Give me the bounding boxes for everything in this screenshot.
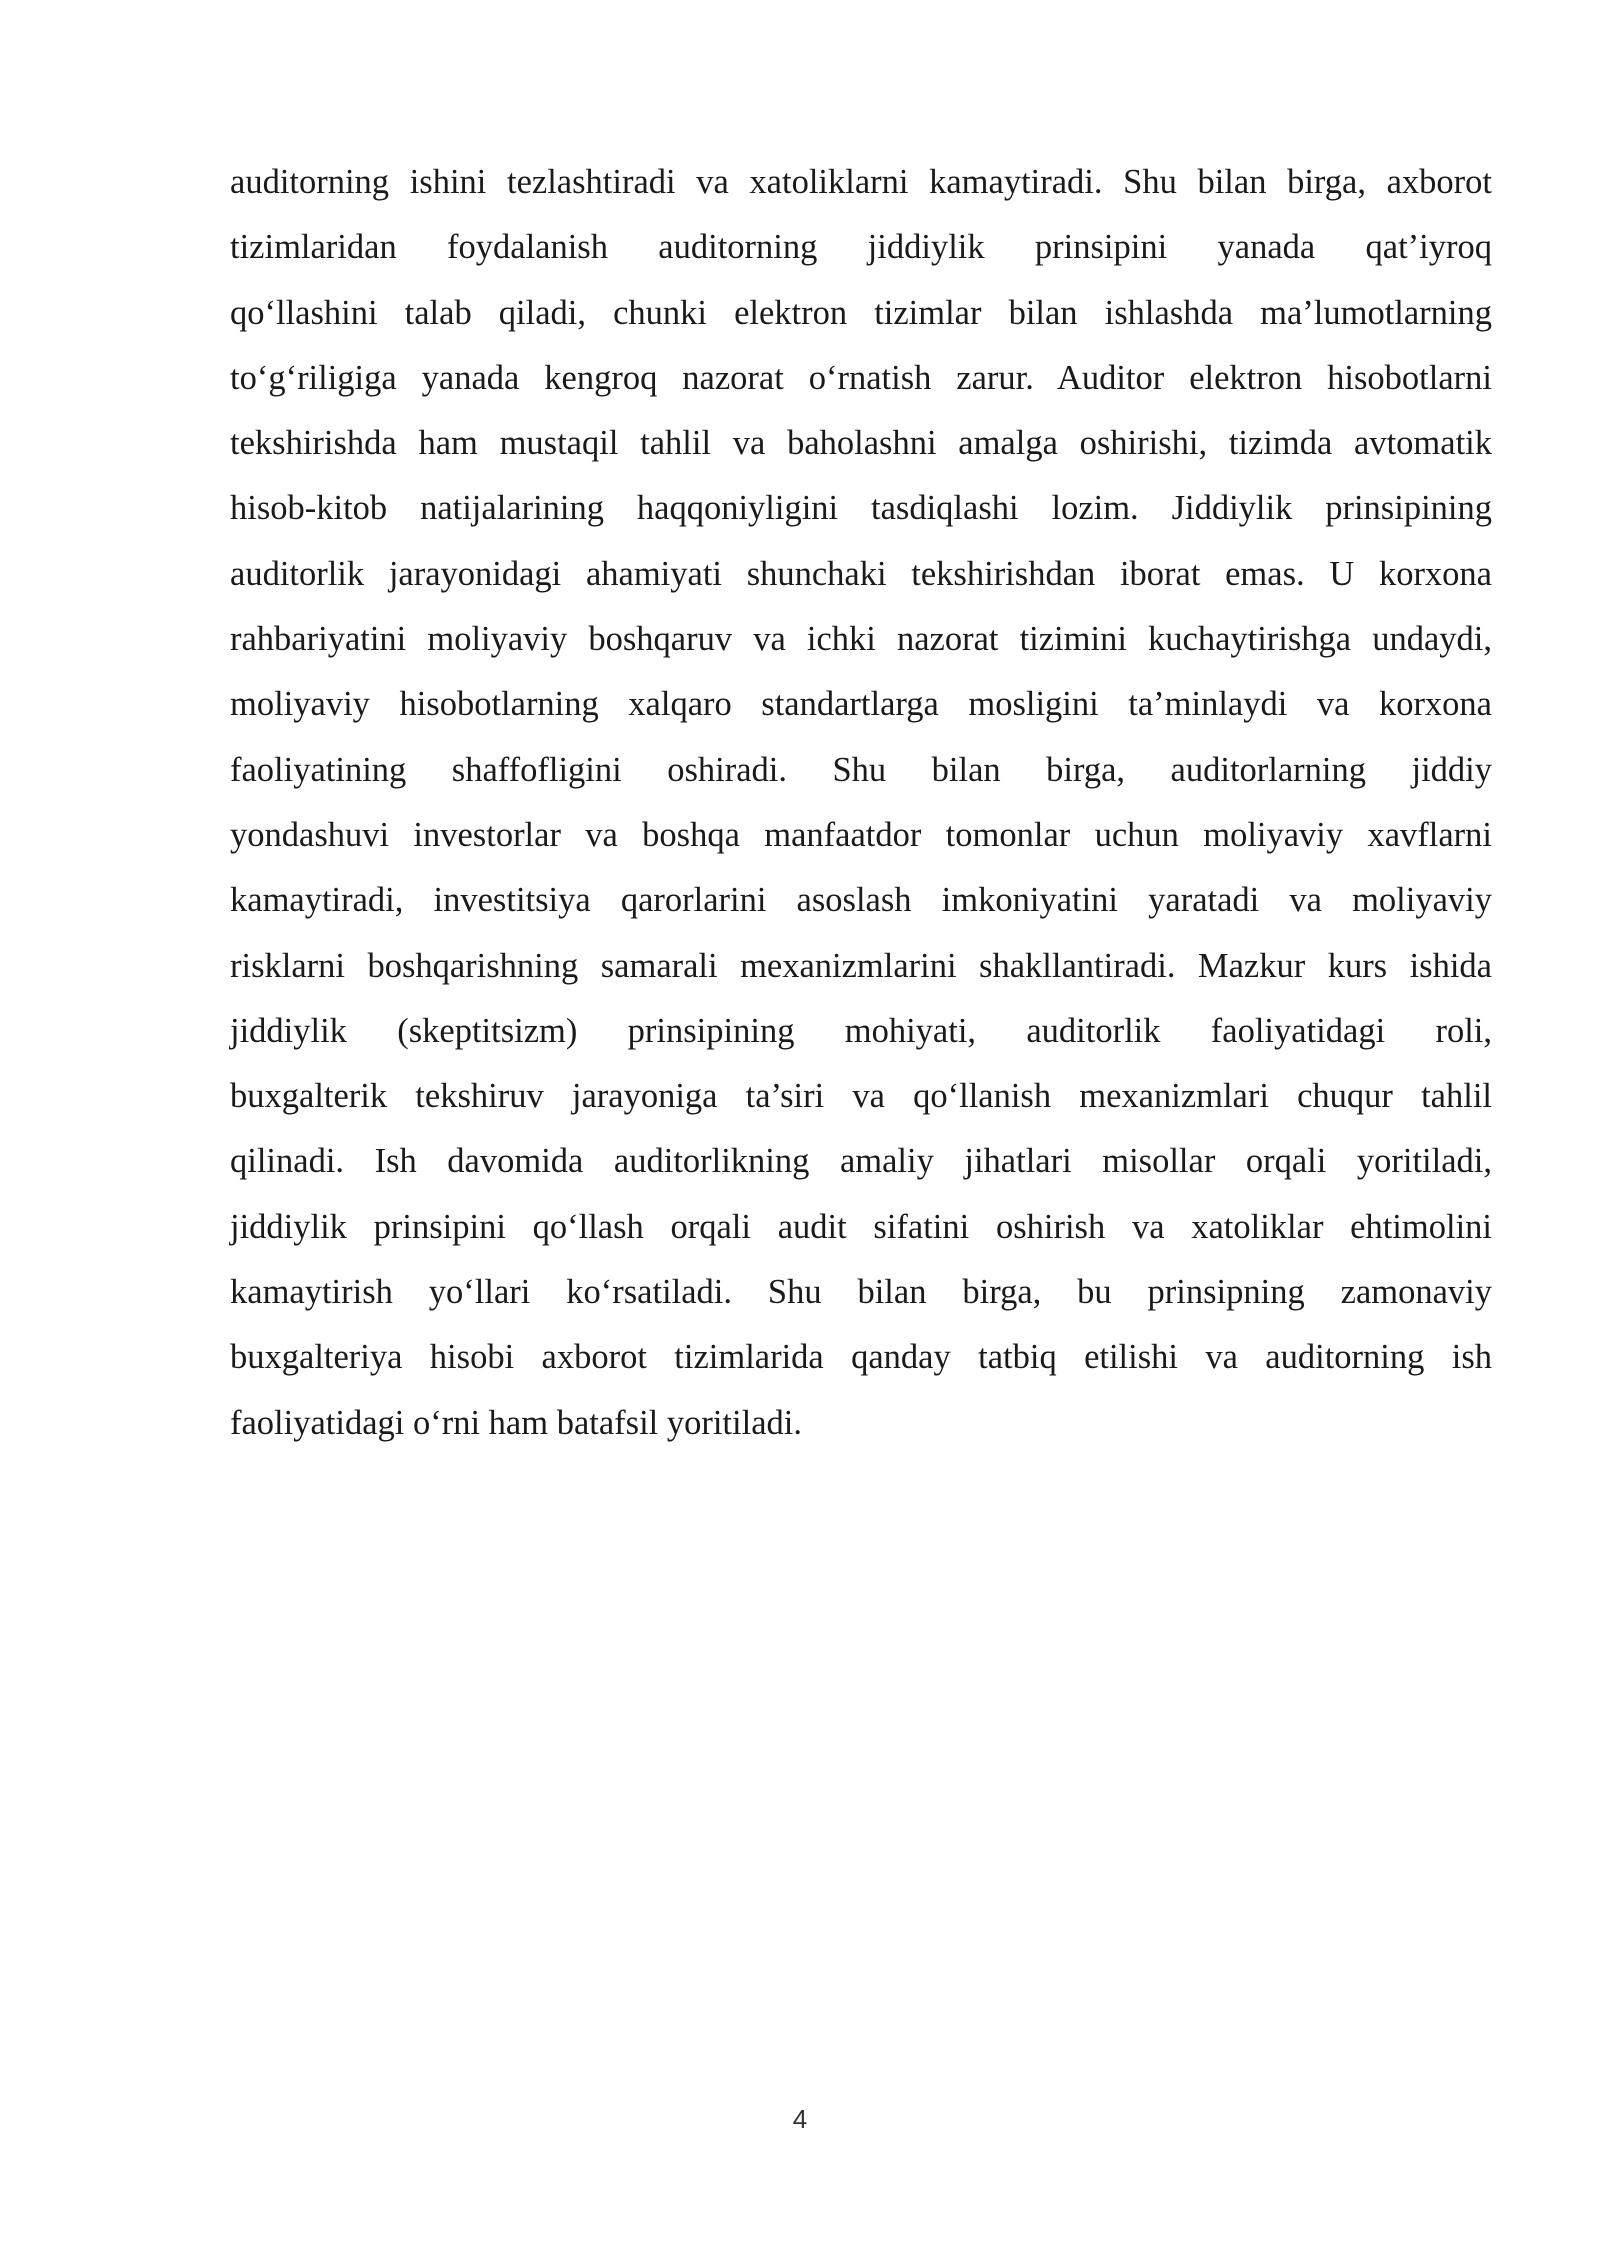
- text-line: to‘g‘riligiga yanada kengroq nazorat o‘rnatish zarur. Auditor elektron hisobotlarni: [230, 358, 1492, 397]
- text-line: kamaytiradi, investitsiya qarorlarini asoslash imkoniyatini yaratadi va moliyaviy: [230, 881, 1492, 920]
- text-line: qo‘llashini talab qiladi, chunki elektron tizimlar bilan ishlashda ma’lumotlarning: [230, 293, 1492, 332]
- text-line: jiddiylik (skeptitsizm) prinsipining mohiyati, auditorlik faoliyatidagi roli,: [230, 1011, 1492, 1050]
- text-line: moliyaviy hisobotlarning xalqaro standartlarga mosligini ta’minlaydi va korxona: [230, 685, 1492, 724]
- body-paragraph: [230, 150, 1492, 1456]
- text-line: auditorning ishini tezlashtiradi va xatoliklarni kamaytiradi. Shu bilan birga, axborot: [230, 163, 1492, 201]
- text-line: tekshirishda ham mustaqil tahlil va baholashni amalga oshirishi, tizimda avtomatik: [230, 424, 1492, 463]
- text-line: hisob-kitob natijalarining haqqoniyligini tasdiqlashi lozim. Jiddiylik prinsipining: [230, 489, 1492, 528]
- text-line: buxgalterik tekshiruv jarayoniga ta’siri va qo‘llanish mexanizmlari chuqur tahlil: [230, 1077, 1492, 1116]
- text-line: yondashuvi investorlar va boshqa manfaatdor tomonlar uchun moliyaviy xavflarni: [230, 815, 1492, 854]
- text-line: faoliyatining shaffofligini oshiradi. Shu bilan birga, auditorlarning jiddiy: [230, 750, 1492, 789]
- page-number: 4: [792, 2104, 808, 2134]
- text-line: jiddiylik prinsipini qo‘llash orqali audit sifatini oshirish va xatoliklar ehtimolini: [230, 1207, 1492, 1246]
- text-line: tizimlaridan foydalanish auditorning jiddiylik prinsipini yanada qat’iyroq: [230, 228, 1492, 267]
- text-line: risklarni boshqarishning samarali mexanizmlarini shakllantiradi. Mazkur kurs ishida: [230, 946, 1492, 985]
- text-line: kamaytirish yo‘llari ko‘rsatiladi. Shu bilan birga, bu prinsipning zamonaviy: [230, 1273, 1492, 1312]
- text-line: buxgalteriya hisobi axborot tizimlarida qanday tatbiq etilishi va auditorning ish: [230, 1338, 1492, 1377]
- text-line: auditorlik jarayonidagi ahamiyati shunchaki tekshirishdan iborat emas. U korxona: [230, 554, 1492, 593]
- text-line: qilinadi. Ish davomida auditorlikning amaliy jihatlari misollar orqali yoritiladi,: [230, 1142, 1492, 1181]
- text-line: rahbariyatini moliyaviy boshqaruv va ichki nazorat tizimini kuchaytirishga undaydi,: [230, 620, 1492, 659]
- text-line-last: faoliyatidagi o‘rni ham batafsil yoritiladi.: [230, 1403, 802, 1442]
